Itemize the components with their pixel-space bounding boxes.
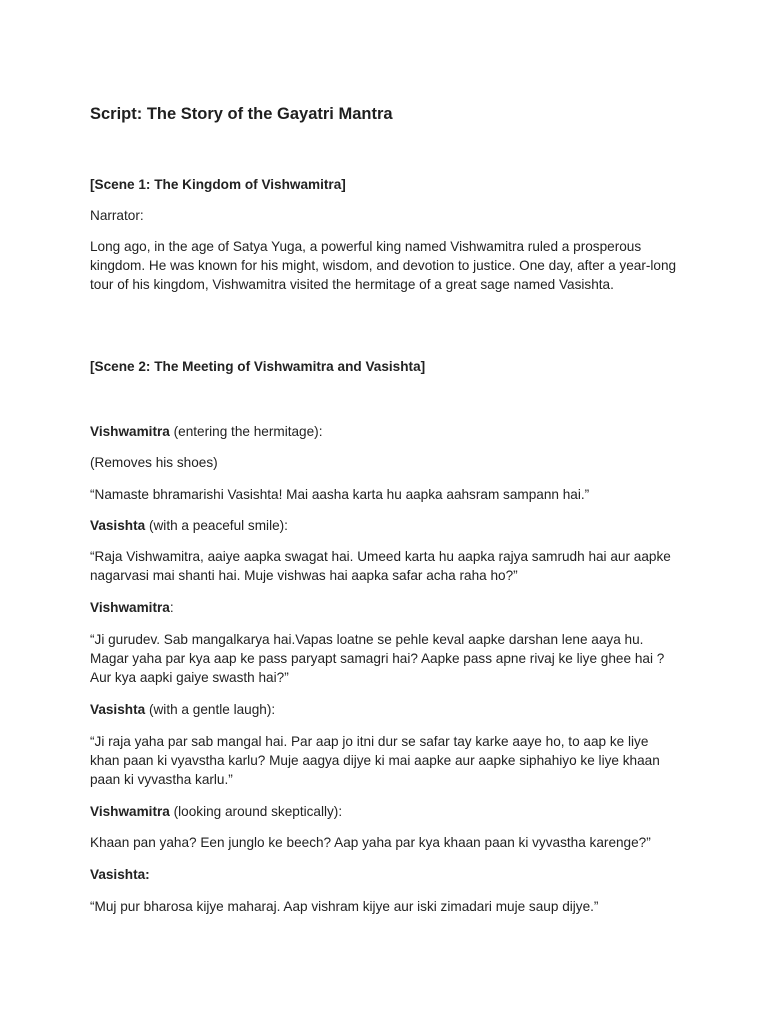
- stage-direction: (with a gentle laugh):: [145, 702, 276, 717]
- narration-paragraph: Long ago, in the age of Satya Yuga, a powerful king named Vishwamitra ruled a prosperous kingdom. He was known for his might, wisdom, and devotion to justice. One day, after a year-long tour of his kingdom, Vishwamitra visited the hermitage of a great sage named Vasishta.: [90, 239, 677, 292]
- speaker-name: Vasishta:: [90, 867, 150, 882]
- speaker-name: Vishwamitra: [90, 804, 170, 819]
- dialogue-line: “Namaste bhramarishi Vasishta! Mai aasha karta hu aapka aahsram sampann hai.”: [90, 487, 590, 502]
- speaker-name: Vishwamitra: [90, 424, 170, 439]
- stage-direction: (looking around skeptically):: [169, 804, 343, 819]
- speaker-name: Vasishta: [90, 518, 146, 533]
- dialogue-speaker-line: [90, 422, 680, 441]
- dialogue-line: “Ji gurudev. Sab mangalkarya hai.Vapas loatne se pehle keval aapke darshan lene aaya hu. Magar yaha par kya aap ke pass paryapt samagri hai? Aapke pass apne rivaj ke liye ghee hai ? Aur kya aapki gaiye swasth hai?”: [90, 632, 665, 685]
- dialogue-line: “Ji raja yaha par sab mangal hai. Par aap jo itni dur se safar tay karke aaye ho, to aap ke liye khan paan ki vyavstha karlu? Muje aagya dijye ki mai aapke aur aapke siphahiyo ke liye khaan paan ki vyvastha karlu.”: [90, 734, 660, 787]
- dialogue-speaker-line: [90, 598, 680, 617]
- speaker-name: Vasishta: [90, 702, 146, 717]
- dialogue-line: “Raja Vishwamitra, aaiye aapka swagat hai. Umeed karta hu aapka rajya samrudh hai aur aapke nagarvasi mai shanti hai. Muje vishwas hai aapka safar acha raha ho?”: [90, 549, 671, 583]
- speaker-name: Vishwamitra: [90, 600, 170, 615]
- stage-direction: (with a peaceful smile):: [145, 518, 288, 533]
- dialogue-line: Khaan pan yaha? Een junglo ke beech? Aap yaha par kya khaan paan ki vyvastha karenge?”: [90, 835, 651, 850]
- document-title: Script: The Story of the Gayatri Mantra: [90, 105, 393, 123]
- scene-2-heading: [Scene 2: The Meeting of Vishwamitra and Vasishta]: [90, 359, 426, 374]
- dialogue-line: (Removes his shoes): [90, 455, 218, 470]
- dialogue-speaker-line: [90, 516, 680, 535]
- stage-direction: :: [169, 600, 174, 615]
- stage-direction: (entering the hermitage):: [169, 424, 323, 439]
- dialogue-speaker-line: [90, 700, 680, 719]
- narrator-label: Narrator:: [90, 208, 144, 223]
- dialogue-speaker-line: [90, 865, 680, 884]
- dialogue-speaker-line: [90, 802, 680, 821]
- dialogue-line: “Muj pur bharosa kijye maharaj. Aap vishram kijye aur iski zimadari muje saup dijye.”: [90, 899, 599, 914]
- scene-1-heading: [Scene 1: The Kingdom of Vishwamitra]: [90, 177, 346, 192]
